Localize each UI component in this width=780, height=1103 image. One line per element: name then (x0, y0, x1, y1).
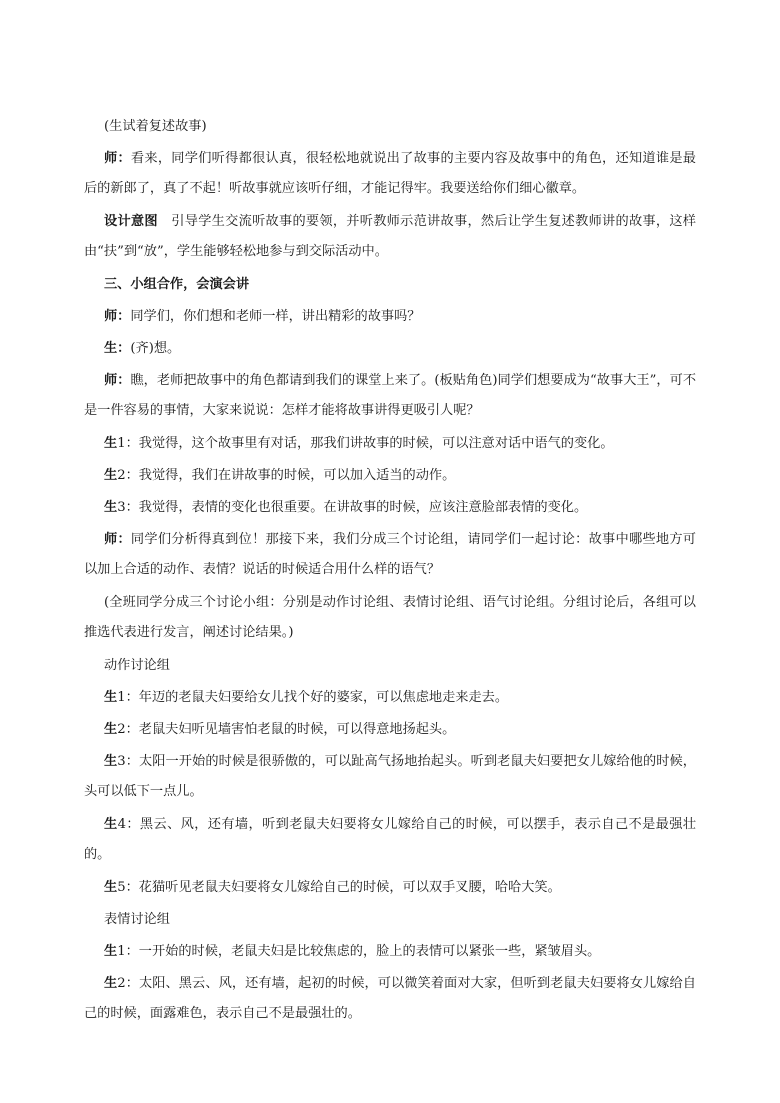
paragraph-text: 2：太阳、黑云、风，还有墙，起初的时候，可以微笑着面对大家，但听到老鼠夫妇要将女儿嫁给自己的时候，面露难色，表示自己不是最强壮的。 (84, 976, 696, 1021)
design-intent-label: 设计意图 (104, 214, 158, 229)
speaker-label: 生： (104, 341, 131, 356)
speaker-label: 生 (104, 690, 118, 705)
paragraph-text: 3：我觉得，表情的变化也很重要。在讲故事的时候，应该注意脸部表情的变化。 (117, 500, 588, 515)
speaker-label: 生 (104, 880, 118, 895)
paragraph-text: 3：太阳一开始的时候是很骄傲的，可以趾高气扬地抬起头。听到老鼠夫妇要把女儿嫁给他的时候，头可以低下一点儿。 (84, 754, 696, 799)
design-intent-note (84, 207, 696, 267)
speaker-label: 师： (104, 309, 131, 324)
paragraph-text: 1：我觉得，这个故事里有对话，那我们讲故事的时候，可以注意对话中语气的变化。 (117, 436, 614, 451)
paragraph-text: 瞧，老师把故事中的角色都请到我们的课堂上来了。(板贴角色)同学们想要成为“故事大王”，可不是一件容易的事情，大家来说说：怎样才能将故事讲得更吸引人呢？ (84, 373, 697, 418)
speaker-label: 生 (104, 976, 118, 991)
speaker-label: 生 (104, 468, 118, 483)
paragraph-text: 表情讨论组 (104, 912, 170, 927)
speaker-label: 师： (104, 373, 131, 388)
group-label (84, 651, 696, 680)
speaker-label: 师： (104, 532, 131, 547)
dialogue-line (84, 747, 696, 807)
dialogue-line (84, 366, 696, 426)
paragraph-text: 4：黑云、风，还有墙，听到老鼠夫妇要将女儿嫁给自己的时候，可以摆手，表示自己不是最强壮的。 (84, 817, 697, 862)
paragraph-text: 同学们分析得真到位！那接下来，我们分成三个讨论组，请同学们一起讨论：故事中哪些地方可以加上合适的动作、表情？说话的时候适合用什么样的语气？ (84, 532, 696, 577)
paragraph-text: 看来，同学们听得都很认真，很轻松地就说出了故事的主要内容及故事中的角色，还知道谁是最后的新郎了，真了不起！听故事就应该听仔细，才能记得牢。我要送给你们细心徽章。 (84, 151, 696, 196)
paragraph-text: 同学们，你们想和老师一样，讲出精彩的故事吗？ (130, 309, 421, 324)
paragraph-text: 动作讨论组 (104, 658, 170, 673)
section-heading: 三、小组合作，会演会讲 (104, 277, 250, 292)
dialogue-line (84, 810, 696, 870)
speaker-label: 师： (104, 151, 131, 166)
paragraph-text: (全班同学分成三个讨论小组：分别是动作讨论组、表情讨论组、语气讨论组。分组讨论后，各组可以推选代表进行发言，阐述讨论结果。) (84, 595, 696, 640)
dialogue-line (84, 715, 696, 744)
group-label (84, 905, 696, 934)
speaker-label: 生 (104, 754, 118, 769)
dialogue-line (84, 873, 696, 902)
paragraph-text: 1：一开始的时候，老鼠夫妇是比较焦虑的，脸上的表情可以紧张一些，紧皱眉头。 (117, 944, 601, 959)
dialogue-line (84, 969, 696, 1029)
speaker-label: 生 (104, 500, 118, 515)
dialogue-line (84, 334, 696, 363)
dialogue-line (84, 493, 696, 522)
dialogue-line (84, 937, 696, 966)
paragraph-text: 2：我觉得，我们在讲故事的时候，可以加入适当的动作。 (117, 468, 456, 483)
dialogue-line (84, 429, 696, 458)
speaker-label: 生 (104, 722, 118, 737)
dialogue-line (84, 683, 696, 712)
paragraph-text: (生试着复述故事) (104, 119, 207, 134)
stage-direction (84, 588, 696, 648)
dialogue-line (84, 302, 696, 331)
paragraph-text: 2：老鼠夫妇听见墙害怕老鼠的时候，可以得意地扬起头。 (117, 722, 456, 737)
paragraph-text: 5：花猫听见老鼠夫妇要将女儿嫁给自己的时候，可以双手叉腰，哈哈大笑。 (117, 880, 561, 895)
paragraph-text: 1：年迈的老鼠夫妇要给女儿找个好的婆家，可以焦虑地走来走去。 (117, 690, 509, 705)
paragraph-text: 引导学生交流听故事的要领，并听教师示范讲故事，然后让学生复述教师讲的故事，这样由“扶”到“放”，学生能够轻松地参与到交际活动中。 (84, 214, 696, 259)
dialogue-line (84, 461, 696, 490)
stage-direction (84, 112, 696, 141)
speaker-label: 生 (104, 436, 118, 451)
speaker-label: 生 (104, 944, 118, 959)
speaker-label: 生 (104, 817, 118, 832)
lesson-transcript (84, 112, 696, 1032)
dialogue-line (84, 525, 696, 585)
paragraph-text: (齐)想。 (130, 341, 181, 356)
dialogue-line (84, 144, 696, 204)
